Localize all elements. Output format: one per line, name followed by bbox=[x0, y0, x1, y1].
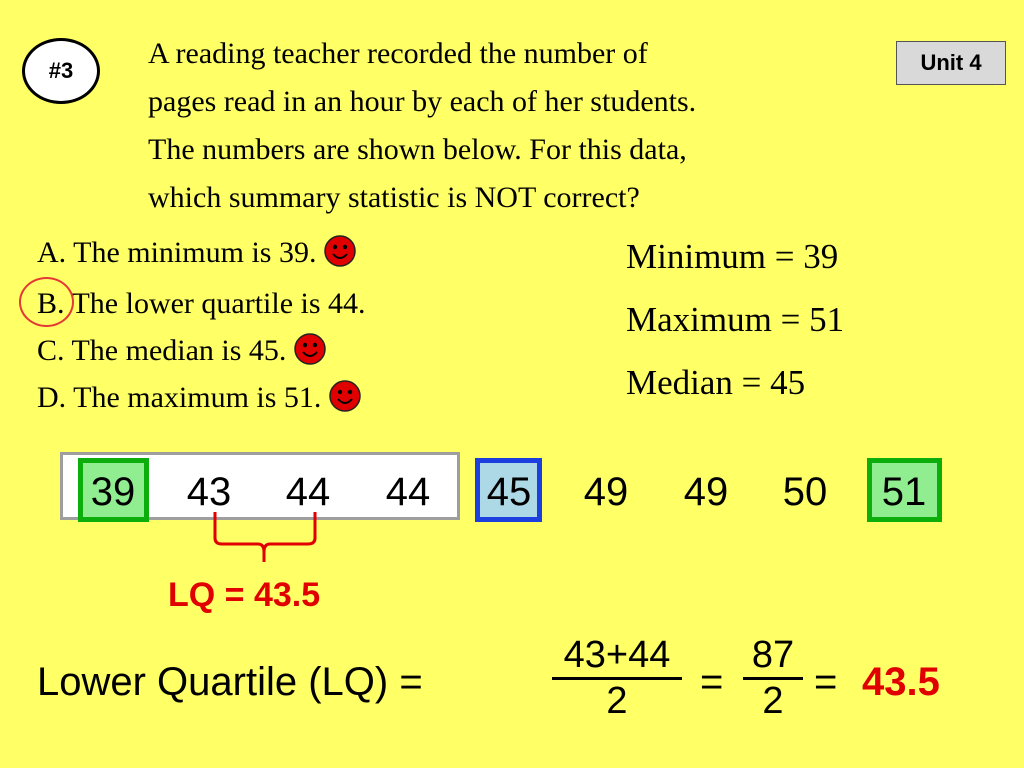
question-line: A reading teacher recorded the number of bbox=[148, 37, 648, 70]
data-value: 45 bbox=[486, 470, 532, 514]
option-d bbox=[37, 381, 361, 416]
smiley-icon bbox=[324, 235, 356, 267]
lq-bracket bbox=[200, 508, 330, 568]
formula-result: 43.5 bbox=[862, 660, 940, 704]
stat-minimum: Minimum = 39 bbox=[626, 237, 839, 276]
equals-sign: = bbox=[814, 660, 838, 704]
data-value: 44 bbox=[385, 470, 431, 514]
stat-maximum: Maximum = 51 bbox=[626, 300, 845, 339]
equals-sign: = bbox=[700, 660, 724, 704]
question-line: pages read in an hour by each of her students. bbox=[148, 85, 697, 118]
smiley-icon bbox=[329, 380, 361, 412]
question-line: The numbers are shown below. For this data, bbox=[148, 133, 687, 166]
data-value: 39 bbox=[90, 470, 136, 514]
fraction-1-denominator: 2 bbox=[552, 677, 682, 723]
question-text bbox=[148, 30, 888, 222]
answer-circle bbox=[19, 277, 74, 327]
option-c bbox=[37, 334, 326, 369]
unit-label: Unit 4 bbox=[896, 41, 1006, 85]
fraction-2-numerator: 87 bbox=[751, 634, 795, 676]
lq-label: LQ = 43.5 bbox=[168, 576, 321, 614]
option-a-text: A. The minimum is 39. bbox=[37, 236, 317, 269]
data-value: 50 bbox=[782, 470, 828, 514]
data-value: 44 bbox=[285, 470, 331, 514]
fraction-2 bbox=[743, 634, 803, 723]
stat-median: Median = 45 bbox=[626, 363, 806, 402]
data-value: 51 bbox=[881, 470, 927, 514]
option-a bbox=[37, 236, 356, 271]
option-b-text: B. The lower quartile is 44. bbox=[37, 287, 366, 320]
fraction-1-numerator: 43+44 bbox=[563, 634, 671, 676]
smiley-icon bbox=[294, 333, 326, 365]
option-b bbox=[37, 287, 366, 321]
formula-label: Lower Quartile (LQ) = bbox=[37, 660, 423, 704]
data-value: 49 bbox=[583, 470, 629, 514]
data-value: 49 bbox=[683, 470, 729, 514]
option-d-text: D. The maximum is 51. bbox=[37, 381, 322, 414]
problem-number-badge: #3 bbox=[22, 38, 100, 104]
fraction-2-denominator: 2 bbox=[743, 677, 803, 723]
option-c-text: C. The median is 45. bbox=[37, 334, 287, 367]
question-line: which summary statistic is NOT correct? bbox=[148, 181, 640, 214]
fraction-1 bbox=[552, 634, 682, 723]
data-value: 43 bbox=[186, 470, 232, 514]
